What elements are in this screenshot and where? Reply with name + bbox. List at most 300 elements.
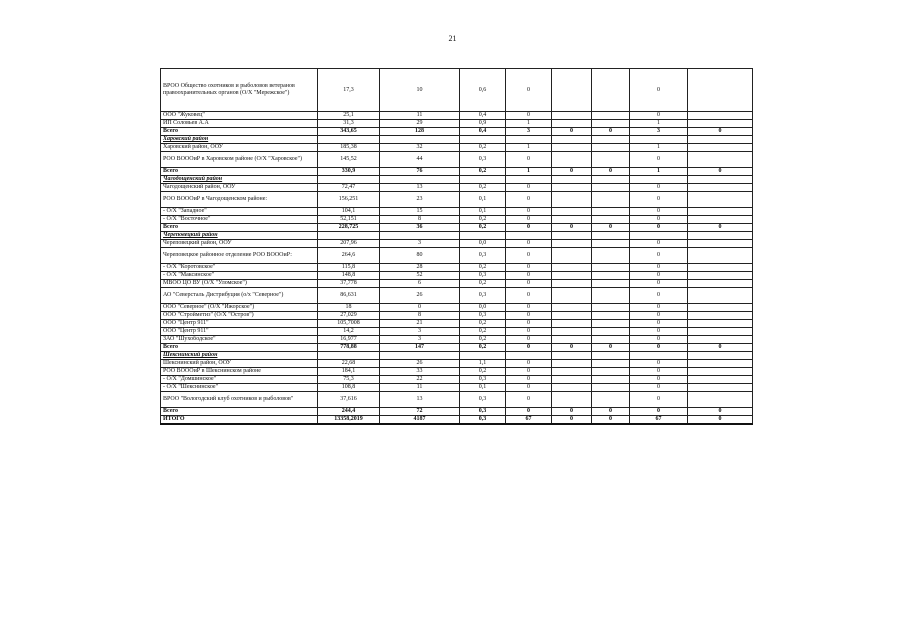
value-cell-col4: 0: [506, 328, 552, 336]
value-cell-col6: [592, 248, 630, 264]
value-cell-col7: [630, 176, 688, 184]
value-cell-col2: 3: [380, 240, 460, 248]
value-cell-col4: 1: [506, 144, 552, 152]
value-cell-col2: 36: [380, 224, 460, 232]
value-cell-col4: 0: [506, 216, 552, 224]
value-cell-col2: 3: [380, 336, 460, 344]
value-cell-col8: [688, 69, 753, 112]
value-cell-col4: 0: [506, 152, 552, 168]
value-cell-col2: 28: [380, 264, 460, 272]
value-cell-col4: [506, 232, 552, 240]
value-cell-col8: [688, 272, 753, 280]
value-cell-col8: [688, 336, 753, 344]
value-cell-col4: 0: [506, 376, 552, 384]
value-cell-col3: 0,9: [460, 120, 506, 128]
value-cell-col6: [592, 312, 630, 320]
organization-name: РОО ВОООиР в Шекснинском районе: [161, 368, 318, 376]
value-cell-col6: 0: [592, 224, 630, 232]
value-cell-col7: 0: [630, 248, 688, 264]
value-cell-col8: [688, 312, 753, 320]
value-cell-col8: [688, 112, 753, 120]
value-cell-col6: [592, 69, 630, 112]
value-cell-col1: 108,8: [318, 384, 380, 392]
value-cell-col3: 0,2: [460, 280, 506, 288]
value-cell-col3: 0,3: [460, 392, 506, 408]
value-cell-col2: 26: [380, 288, 460, 304]
value-cell-col1: 148,8: [318, 272, 380, 280]
value-cell-col8: [688, 232, 753, 240]
value-cell-col1: [318, 176, 380, 184]
value-cell-col5: [552, 336, 592, 344]
value-cell-col2: 22: [380, 376, 460, 384]
table-row: [161, 69, 753, 112]
value-cell-col2: [380, 136, 460, 144]
value-cell-col3: 0,2: [460, 320, 506, 328]
value-cell-col1: 104,1: [318, 208, 380, 216]
value-cell-col8: [688, 368, 753, 376]
value-cell-col4: 0: [506, 336, 552, 344]
value-cell-col4: [506, 136, 552, 144]
value-cell-col7: 0: [630, 288, 688, 304]
value-cell-col6: [592, 232, 630, 240]
value-cell-col1: 52,151: [318, 216, 380, 224]
value-cell-col1: 27,029: [318, 312, 380, 320]
page-number: 21: [448, 34, 457, 43]
organization-name: Харовский район, ООУ: [161, 144, 318, 152]
value-cell-col4: 0: [506, 69, 552, 112]
value-cell-col6: 0: [592, 128, 630, 136]
table-row: [161, 312, 753, 320]
value-cell-col7: 0: [630, 280, 688, 288]
table-row: [161, 272, 753, 280]
organization-name: ВРОО Общество охотников и рыболовов ветеранов правоохранительных органов (О/Х "Мережское"): [161, 69, 318, 112]
table-row: [161, 376, 753, 384]
value-cell-col1: [318, 136, 380, 144]
value-cell-col4: 0: [506, 368, 552, 376]
value-cell-col8: [688, 144, 753, 152]
value-cell-col1: 31,3: [318, 120, 380, 128]
value-cell-col8: [688, 384, 753, 392]
value-cell-col5: [552, 120, 592, 128]
value-cell-col5: [552, 312, 592, 320]
value-cell-col2: 0: [380, 304, 460, 312]
value-cell-col7: 0: [630, 192, 688, 208]
value-cell-col7: 0: [630, 368, 688, 376]
value-cell-col2: 6: [380, 280, 460, 288]
table-row: [161, 336, 753, 344]
value-cell-col4: 0: [506, 208, 552, 216]
value-cell-col7: 0: [630, 112, 688, 120]
table-row: [161, 328, 753, 336]
value-cell-col7: 0: [630, 320, 688, 328]
organization-name: ИП Соловьев А.А: [161, 120, 318, 128]
value-cell-col7: 0: [630, 224, 688, 232]
value-cell-col3: 0,2: [460, 336, 506, 344]
table-row: [161, 240, 753, 248]
value-cell-col4: 0: [506, 320, 552, 328]
value-cell-col8: 0: [688, 408, 753, 416]
value-cell-col1: 37,778: [318, 280, 380, 288]
value-cell-col8: [688, 176, 753, 184]
value-cell-col5: [552, 376, 592, 384]
organization-name: - О/Х "Восточное": [161, 216, 318, 224]
value-cell-col8: [688, 320, 753, 328]
value-cell-col3: 0,4: [460, 112, 506, 120]
value-cell-col3: 0,2: [460, 264, 506, 272]
value-cell-col6: 0: [592, 408, 630, 416]
organization-name: ООО "Северное" (О/Х "Ижорское"): [161, 304, 318, 312]
district-name: Харовский район: [161, 136, 318, 144]
subtotal-row: [161, 408, 753, 416]
value-cell-col1: 105,7008: [318, 320, 380, 328]
value-cell-col1: 207,96: [318, 240, 380, 248]
value-cell-col6: [592, 352, 630, 360]
value-cell-col5: [552, 304, 592, 312]
value-cell-col6: [592, 368, 630, 376]
value-cell-col5: [552, 360, 592, 368]
table-row: [161, 384, 753, 392]
table-row: [161, 320, 753, 328]
value-cell-col2: 21: [380, 320, 460, 328]
value-cell-col5: [552, 352, 592, 360]
table-row: [161, 216, 753, 224]
value-cell-col3: 0,3: [460, 408, 506, 416]
value-cell-col3: 0,3: [460, 272, 506, 280]
value-cell-col5: 0: [552, 344, 592, 352]
value-cell-col8: [688, 120, 753, 128]
value-cell-col3: 0,2: [460, 368, 506, 376]
value-cell-col8: 0: [688, 344, 753, 352]
value-cell-col5: [552, 216, 592, 224]
table-row: [161, 360, 753, 368]
organization-name: РОО ВОООиР в Харовском районе (О/Х "Харовское"): [161, 152, 318, 168]
value-cell-col6: [592, 336, 630, 344]
value-cell-col7: 0: [630, 360, 688, 368]
value-cell-col5: [552, 232, 592, 240]
value-cell-col5: [552, 240, 592, 248]
value-cell-col7: 0: [630, 208, 688, 216]
value-cell-col4: 0: [506, 272, 552, 280]
value-cell-col4: 0: [506, 112, 552, 120]
value-cell-col7: 1: [630, 168, 688, 176]
value-cell-col2: 26: [380, 360, 460, 368]
value-cell-col8: 0: [688, 168, 753, 176]
organization-name: Череповецкое районное отделение РОО ВОООиР:: [161, 248, 318, 264]
organization-name: ООО "Центр 911": [161, 320, 318, 328]
value-cell-col8: [688, 192, 753, 208]
value-cell-col3: 0,3: [460, 152, 506, 168]
value-cell-col5: [552, 184, 592, 192]
value-cell-col6: [592, 360, 630, 368]
table-row: [161, 184, 753, 192]
value-cell-col1: 22,68: [318, 360, 380, 368]
value-cell-col4: 0: [506, 360, 552, 368]
organization-name: Всего: [161, 224, 318, 232]
district-name: Шекснинский район: [161, 352, 318, 360]
value-cell-col3: 0,3: [460, 248, 506, 264]
table-row: [161, 248, 753, 264]
value-cell-col7: 0: [630, 312, 688, 320]
value-cell-col3: [460, 176, 506, 184]
value-cell-col7: 0: [630, 408, 688, 416]
value-cell-col2: 13: [380, 184, 460, 192]
organization-name: ИТОГО: [161, 416, 318, 425]
value-cell-col8: [688, 152, 753, 168]
section-header-row: [161, 232, 753, 240]
organization-name: - О/Х "Домшинское": [161, 376, 318, 384]
value-cell-col6: [592, 280, 630, 288]
value-cell-col1: 343,65: [318, 128, 380, 136]
value-cell-col8: 0: [688, 416, 753, 425]
value-cell-col6: [592, 320, 630, 328]
value-cell-col1: 330,9: [318, 168, 380, 176]
value-cell-col4: 0: [506, 280, 552, 288]
grand-total-row: [161, 416, 753, 425]
value-cell-col1: 18: [318, 304, 380, 312]
value-cell-col7: 0: [630, 152, 688, 168]
value-cell-col3: 0,3: [460, 416, 506, 425]
value-cell-col3: 0,4: [460, 128, 506, 136]
value-cell-col1: 25,1: [318, 112, 380, 120]
value-cell-col6: 0: [592, 168, 630, 176]
subtotal-row: [161, 168, 753, 176]
value-cell-col3: 0,2: [460, 344, 506, 352]
value-cell-col4: 67: [506, 416, 552, 425]
value-cell-col1: 75,3: [318, 376, 380, 384]
value-cell-col7: 3: [630, 128, 688, 136]
value-cell-col4: [506, 352, 552, 360]
value-cell-col1: 13358,2019: [318, 416, 380, 425]
value-cell-col7: [630, 352, 688, 360]
value-cell-col7: 0: [630, 344, 688, 352]
organization-name: Череповецкий район, ООУ: [161, 240, 318, 248]
value-cell-col2: 76: [380, 168, 460, 176]
value-cell-col8: [688, 184, 753, 192]
value-cell-col6: [592, 208, 630, 216]
table-row: [161, 368, 753, 376]
value-cell-col8: [688, 376, 753, 384]
value-cell-col3: [460, 232, 506, 240]
organization-name: АО "Северсталь Дистрибуция (о/х "Северное"): [161, 288, 318, 304]
table-body: [161, 69, 753, 425]
value-cell-col5: 0: [552, 408, 592, 416]
value-cell-col6: 0: [592, 416, 630, 425]
value-cell-col6: [592, 136, 630, 144]
value-cell-col1: [318, 352, 380, 360]
value-cell-col4: 0: [506, 344, 552, 352]
value-cell-col8: [688, 280, 753, 288]
organization-name: - О/Х "Западное": [161, 208, 318, 216]
value-cell-col1: 778,88: [318, 344, 380, 352]
value-cell-col6: [592, 328, 630, 336]
value-cell-col8: [688, 304, 753, 312]
value-cell-col5: [552, 248, 592, 264]
value-cell-col7: 0: [630, 240, 688, 248]
value-cell-col7: 0: [630, 376, 688, 384]
value-cell-col7: 1: [630, 120, 688, 128]
value-cell-col4: 0: [506, 288, 552, 304]
value-cell-col5: [552, 392, 592, 408]
organization-name: Шекснинский район, ООУ: [161, 360, 318, 368]
value-cell-col2: 4187: [380, 416, 460, 425]
value-cell-col3: 0,0: [460, 240, 506, 248]
value-cell-col1: [318, 232, 380, 240]
hunting-statistics-table: [160, 68, 753, 425]
table-row: [161, 144, 753, 152]
value-cell-col5: [552, 176, 592, 184]
value-cell-col3: 1,1: [460, 360, 506, 368]
value-cell-col8: [688, 240, 753, 248]
value-cell-col4: 0: [506, 304, 552, 312]
organization-name: ООО "Центр 911": [161, 328, 318, 336]
value-cell-col3: 0,0: [460, 304, 506, 312]
value-cell-col2: 80: [380, 248, 460, 264]
value-cell-col7: 0: [630, 336, 688, 344]
table-row: [161, 264, 753, 272]
value-cell-col2: 11: [380, 384, 460, 392]
value-cell-col6: [592, 120, 630, 128]
value-cell-col1: 244,4: [318, 408, 380, 416]
organization-name: РОО ВОООиР в Чагодощенском районе:: [161, 192, 318, 208]
value-cell-col8: [688, 248, 753, 264]
value-cell-col2: 33: [380, 368, 460, 376]
value-cell-col5: [552, 264, 592, 272]
value-cell-col5: [552, 112, 592, 120]
value-cell-col3: 0,2: [460, 328, 506, 336]
organization-name: МВОО ЦО ВУ (О/Х "Уломское"): [161, 280, 318, 288]
value-cell-col1: 86,631: [318, 288, 380, 304]
value-cell-col1: 228,725: [318, 224, 380, 232]
value-cell-col2: 44: [380, 152, 460, 168]
value-cell-col6: [592, 216, 630, 224]
value-cell-col5: [552, 144, 592, 152]
value-cell-col8: [688, 328, 753, 336]
value-cell-col1: 17,3: [318, 69, 380, 112]
value-cell-col4: 0: [506, 192, 552, 208]
value-cell-col2: 10: [380, 69, 460, 112]
value-cell-col1: 16,977: [318, 336, 380, 344]
value-cell-col6: [592, 392, 630, 408]
value-cell-col3: [460, 352, 506, 360]
value-cell-col4: 0: [506, 184, 552, 192]
value-cell-col3: 0,3: [460, 312, 506, 320]
value-cell-col5: 0: [552, 168, 592, 176]
value-cell-col7: 0: [630, 328, 688, 336]
subtotal-row: [161, 128, 753, 136]
value-cell-col1: 14,2: [318, 328, 380, 336]
district-name: Череповецкий район: [161, 232, 318, 240]
organization-name: ООО "Стройметиз" (О/Х "Остров"): [161, 312, 318, 320]
value-cell-col1: 37,616: [318, 392, 380, 408]
value-cell-col1: 156,251: [318, 192, 380, 208]
value-cell-col3: 0,3: [460, 376, 506, 384]
value-cell-col5: [552, 69, 592, 112]
value-cell-col6: [592, 384, 630, 392]
value-cell-col3: 0,2: [460, 144, 506, 152]
value-cell-col5: [552, 152, 592, 168]
value-cell-col4: 0: [506, 392, 552, 408]
value-cell-col7: 0: [630, 264, 688, 272]
value-cell-col8: [688, 360, 753, 368]
value-cell-col4: 0: [506, 224, 552, 232]
value-cell-col4: 0: [506, 384, 552, 392]
organization-name: - О/Х "Шекснинское": [161, 384, 318, 392]
table-row: [161, 304, 753, 312]
value-cell-col4: 0: [506, 312, 552, 320]
value-cell-col7: [630, 136, 688, 144]
district-name: Чагодощенский район: [161, 176, 318, 184]
value-cell-col8: [688, 216, 753, 224]
table-row: [161, 392, 753, 408]
value-cell-col2: 8: [380, 312, 460, 320]
table-row: [161, 120, 753, 128]
value-cell-col7: 0: [630, 184, 688, 192]
value-cell-col1: 184,1: [318, 368, 380, 376]
value-cell-col4: 1: [506, 120, 552, 128]
value-cell-col3: 0,3: [460, 288, 506, 304]
value-cell-col5: [552, 320, 592, 328]
value-cell-col3: 0,1: [460, 208, 506, 216]
table-row: [161, 288, 753, 304]
value-cell-col6: [592, 240, 630, 248]
value-cell-col7: 0: [630, 216, 688, 224]
table-row: [161, 112, 753, 120]
organization-name: Всего: [161, 408, 318, 416]
value-cell-col5: [552, 368, 592, 376]
value-cell-col2: 13: [380, 392, 460, 408]
value-cell-col4: 0: [506, 248, 552, 264]
organization-name: Чагодощенский район, ООУ: [161, 184, 318, 192]
value-cell-col4: 0: [506, 240, 552, 248]
organization-name: ООО "Жуковец": [161, 112, 318, 120]
value-cell-col2: 15: [380, 208, 460, 216]
value-cell-col7: 0: [630, 304, 688, 312]
value-cell-col6: [592, 288, 630, 304]
value-cell-col5: 0: [552, 224, 592, 232]
section-header-row: [161, 352, 753, 360]
value-cell-col2: 3: [380, 328, 460, 336]
value-cell-col5: [552, 192, 592, 208]
value-cell-col8: [688, 352, 753, 360]
value-cell-col2: 128: [380, 128, 460, 136]
value-cell-col3: 0,6: [460, 69, 506, 112]
subtotal-row: [161, 224, 753, 232]
value-cell-col3: 0,2: [460, 184, 506, 192]
value-cell-col2: 147: [380, 344, 460, 352]
organization-name: - О/Х "Максинское": [161, 272, 318, 280]
value-cell-col6: [592, 112, 630, 120]
value-cell-col2: 29: [380, 120, 460, 128]
value-cell-col7: 0: [630, 392, 688, 408]
value-cell-col2: [380, 232, 460, 240]
value-cell-col7: [630, 232, 688, 240]
value-cell-col1: 115,8: [318, 264, 380, 272]
value-cell-col5: [552, 208, 592, 216]
value-cell-col3: 0,1: [460, 192, 506, 208]
value-cell-col1: 185,38: [318, 144, 380, 152]
value-cell-col6: [592, 304, 630, 312]
value-cell-col3: 0,2: [460, 168, 506, 176]
value-cell-col2: [380, 352, 460, 360]
value-cell-col5: 0: [552, 128, 592, 136]
value-cell-col3: [460, 136, 506, 144]
organization-name: Всего: [161, 128, 318, 136]
value-cell-col4: 3: [506, 128, 552, 136]
value-cell-col6: [592, 272, 630, 280]
organization-name: ЗАО "Шухободское": [161, 336, 318, 344]
value-cell-col8: [688, 288, 753, 304]
value-cell-col7: 67: [630, 416, 688, 425]
